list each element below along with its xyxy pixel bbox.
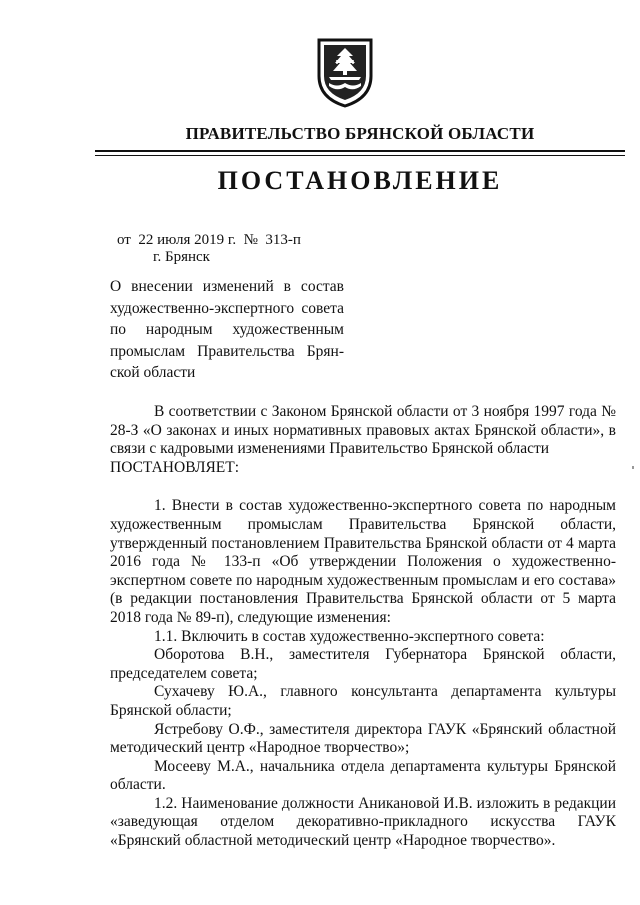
subject-line: художественно-экспертного совета: [110, 299, 344, 317]
document-body: [110, 403, 616, 851]
document-number: 313-п: [265, 232, 301, 248]
number-sign: №: [243, 232, 258, 248]
subject-line: по народным художественным: [110, 321, 344, 338]
item-paragraph: 1.1. Включить в состав художественно-экспертного совета:: [154, 627, 545, 645]
document-subject: [110, 276, 344, 384]
member-paragraph: Оборотова В.Н., заместителя Губернатора Брянской области, председателем совета;: [110, 646, 616, 682]
subject-line: ской области: [110, 364, 196, 381]
member-paragraph: Сухачеву Ю.А., главного консультанта департамента культуры Брянской области;: [110, 683, 616, 719]
scan-speck: [632, 466, 634, 469]
date-number-line: [117, 232, 301, 249]
coat-of-arms-icon: [315, 36, 375, 108]
member-paragraph: Ястребову О.Ф., заместителя директора ГАУК «Брянский областной методический центр «Народное творчество»;: [110, 720, 616, 757]
date-prefix: от: [117, 232, 131, 248]
resolves-word: ПОСТАНОВЛЯЕТ:: [110, 458, 240, 476]
item-paragraph: 1.2. Наименование должности Аникановой И.В. изложить в редакции «заведующая отделом декоративно-прикладного искусства ГАУК «Брянский областной методический центр «Народное творчество».: [110, 794, 616, 850]
subject-line: О внесении изменений в состав: [110, 278, 344, 295]
organization-name: ПРАВИТЕЛЬСТВО БРЯНСКОЙ ОБЛАСТИ: [185, 124, 535, 143]
subject-line: промыслам Правительства Брян-: [110, 342, 344, 360]
document-date: 22 июля 2019 г.: [138, 232, 237, 248]
document-type-title: ПОСТАНОВЛЕНИЕ: [217, 166, 503, 195]
item-paragraph: 1. Внести в состав художественно-экспертного совета по народным художественным промыслам Правительства Брянской области, утвержденный постановлением Правительства Брянской области от 4 марта 2016 года № 133-п «Об утверждении Положения о художественно-экспертном совете по народным художественным промыслам и его состава» (в редакции постановления Правительства Брянской области от 5 марта 2018 года № 89-п), следующие изменения:: [110, 497, 616, 626]
header-rule-thick: [95, 150, 625, 152]
member-paragraph: Мосееву М.А., начальника отдела департамента культуры Брянской области.: [110, 757, 616, 794]
preamble-paragraph: В соответствии с Законом Брянской области от 3 ноября 1997 года № 28-З «О законах и иных нормативных правовых актах Брянской области», в связи с кадровыми изменениями Правительство Брянской области: [110, 403, 616, 458]
header-rule-thin: [95, 155, 625, 156]
city: г. Брянск: [153, 249, 210, 265]
